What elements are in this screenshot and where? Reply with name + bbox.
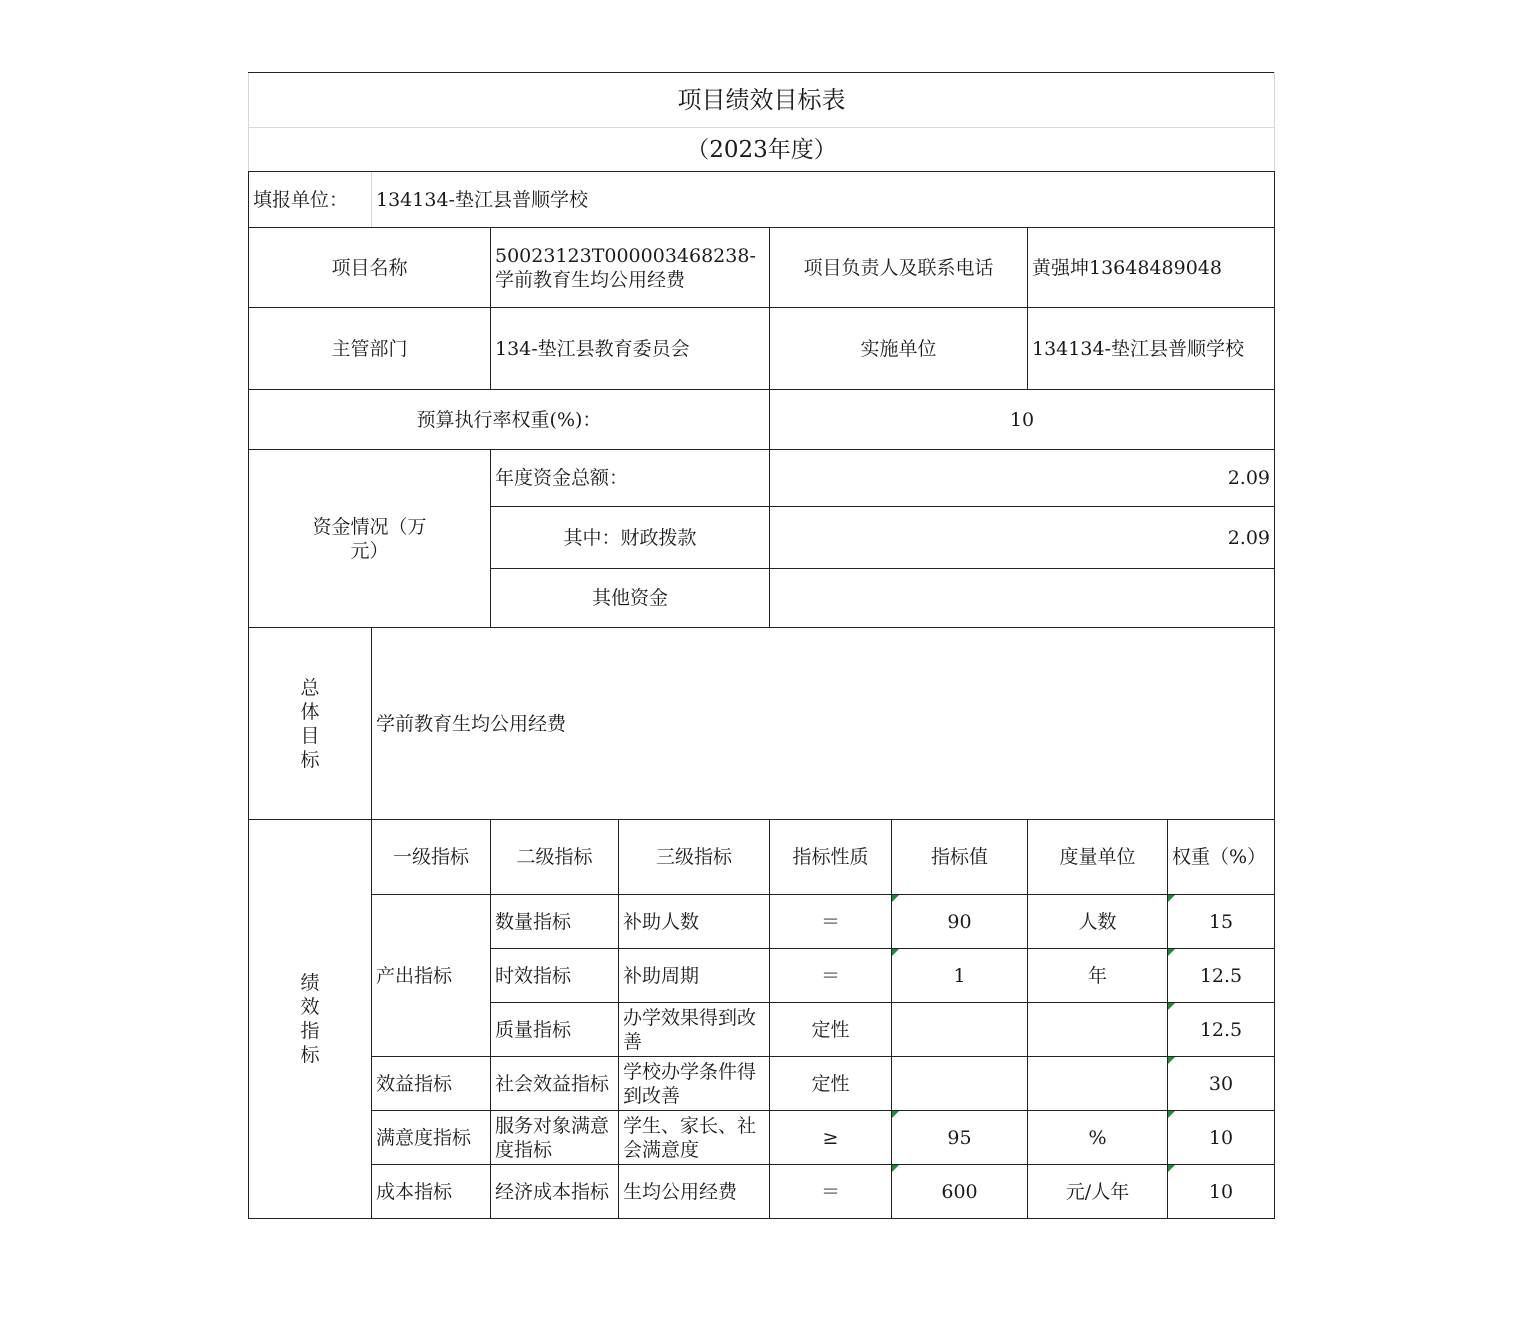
nature-cell: ＝ [770, 1165, 892, 1219]
level2-cell: 经济成本指标 [491, 1165, 619, 1219]
level3-cell: 补助人数 [619, 895, 770, 949]
level1-benefit: 效益指标 [372, 1057, 491, 1111]
value-cell: 90 [892, 895, 1028, 949]
unit-cell [1028, 1003, 1168, 1057]
header-nature: 指标性质 [770, 820, 892, 895]
funds-label-text: 资金情况（万元） [312, 515, 427, 562]
value-cell [892, 1003, 1028, 1057]
project-name-label: 项目名称 [249, 228, 491, 308]
weight-cell: 10 [1168, 1165, 1275, 1219]
weight-cell: 30 [1168, 1057, 1275, 1111]
value-cell: 600 [892, 1165, 1028, 1219]
value-cell [892, 1057, 1028, 1111]
table-row [249, 895, 1275, 949]
other-funds-label: 其他资金 [491, 569, 770, 628]
header-level1: 一级指标 [372, 820, 491, 895]
unit-cell: % [1028, 1111, 1168, 1165]
weight-cell: 12.5 [1168, 949, 1275, 1003]
reporting-unit-label: 填报单位： [249, 172, 372, 228]
level3-cell: 学生、家长、社会满意度 [619, 1111, 770, 1165]
level1-cost: 成本指标 [372, 1165, 491, 1219]
level3-cell: 办学效果得到改善 [619, 1003, 770, 1057]
nature-cell: ＝ [770, 949, 892, 1003]
nature-cell: ≥ [770, 1111, 892, 1165]
reporting-unit-value: 134134-垫江县普顺学校 [372, 172, 1275, 228]
level3-cell: 补助周期 [619, 949, 770, 1003]
level2-cell: 服务对象满意度指标 [491, 1111, 619, 1165]
annual-total-label: 年度资金总额： [491, 450, 770, 507]
level2-cell: 社会效益指标 [491, 1057, 619, 1111]
annual-total-value: 2.09 [770, 450, 1275, 507]
nature-cell: 定性 [770, 1003, 892, 1057]
supervising-dept-value: 134-垫江县教育委员会 [491, 308, 770, 390]
unit-cell: 人数 [1028, 895, 1168, 949]
budget-weight-value: 10 [770, 390, 1275, 450]
level2-cell: 时效指标 [491, 949, 619, 1003]
fiscal-allocation-value: 2.09 [770, 507, 1275, 569]
table-row [249, 1111, 1275, 1165]
fiscal-allocation-label: 其中：财政拨款 [491, 507, 770, 569]
header-level3: 三级指标 [619, 820, 770, 895]
table-row [249, 1165, 1275, 1219]
level3-cell: 学校办学条件得到改善 [619, 1057, 770, 1111]
weight-cell: 10 [1168, 1111, 1275, 1165]
page-title: 项目绩效目标表 [249, 73, 1275, 128]
page-subtitle: （2023年度） [249, 128, 1275, 172]
level1-output: 产出指标 [372, 895, 491, 1057]
level2-cell: 质量指标 [491, 1003, 619, 1057]
unit-cell [1028, 1057, 1168, 1111]
funds-label [249, 450, 491, 628]
budget-weight-label: 预算执行率权重(%)： [249, 390, 770, 450]
value-cell: 1 [892, 949, 1028, 1003]
nature-cell: ＝ [770, 895, 892, 949]
header-value: 指标值 [892, 820, 1028, 895]
unit-cell: 元/人年 [1028, 1165, 1168, 1219]
table-row [249, 1057, 1275, 1111]
indicators-section-label: 绩效指标 [249, 820, 372, 1219]
value-cell: 95 [892, 1111, 1028, 1165]
level1-satisfaction: 满意度指标 [372, 1111, 491, 1165]
level3-cell: 生均公用经费 [619, 1165, 770, 1219]
implementing-unit-value: 134134-垫江县普顺学校 [1028, 308, 1275, 390]
supervising-dept-label: 主管部门 [249, 308, 491, 390]
performance-target-sheet [248, 72, 1274, 1219]
implementing-unit-label: 实施单位 [770, 308, 1028, 390]
other-funds-value [770, 569, 1275, 628]
weight-cell: 15 [1168, 895, 1275, 949]
overall-goal-value: 学前教育生均公用经费 [372, 628, 1275, 820]
overall-goal-label: 总体目标 [249, 628, 372, 820]
weight-cell: 12.5 [1168, 1003, 1275, 1057]
project-leader-label: 项目负责人及联系电话 [770, 228, 1028, 308]
unit-cell: 年 [1028, 949, 1168, 1003]
header-weight: 权重（%） [1168, 820, 1275, 895]
project-name-value: 50023123T000003468238-学前教育生均公用经费 [491, 228, 770, 308]
header-level2: 二级指标 [491, 820, 619, 895]
performance-target-table [248, 72, 1275, 1219]
header-unit: 度量单位 [1028, 820, 1168, 895]
level2-cell: 数量指标 [491, 895, 619, 949]
nature-cell: 定性 [770, 1057, 892, 1111]
project-leader-value: 黄强坤13648489048 [1028, 228, 1275, 308]
